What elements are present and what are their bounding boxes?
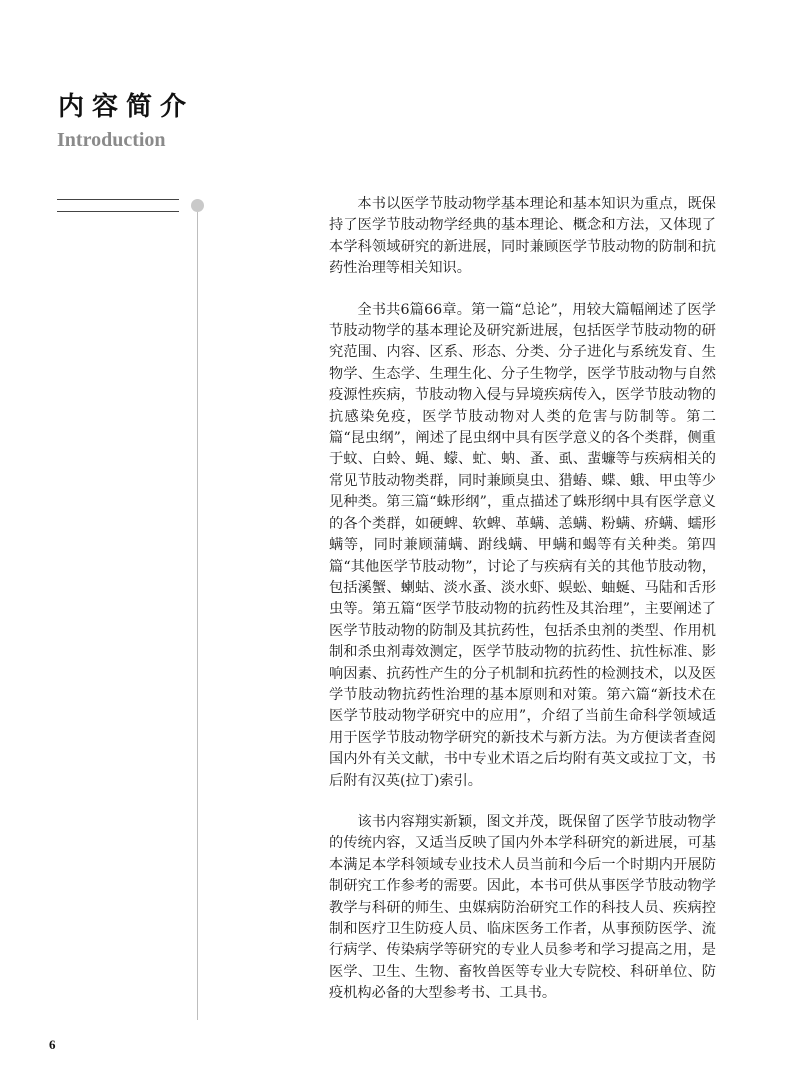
page-number: 6 xyxy=(49,1037,56,1052)
section-title-cn: 内容简介 xyxy=(58,92,195,122)
intro-paragraph-1: 本书以医学节肢动物学基本理论和基本知识为重点，既保持了医学节肢动物学经典的基本理论、概念和方法，又体现了本学科领域研究的新进展，同时兼顾医学节肢动物的防制和抗药性治理等相关知识。 xyxy=(329,196,716,277)
intro-body xyxy=(329,194,716,1025)
decorative-vertical-line xyxy=(197,212,198,1020)
section-title-en: Introduction xyxy=(57,129,166,151)
decorative-rule-bottom xyxy=(57,211,179,212)
intro-paragraph-2: 全书共6篇66章。第一篇“总论”，用较大篇幅阐述了医学节肢动物学的基本理论及研究新进展，包括医学节肢动物的研究范围、内容、区系、形态、分类、分子进化与系统发育、生物学、生态学、生理生化、分子生物学，医学节肢动物与自然疫源性疾病，节肢动物入侵与异境疾病传入，医学节肢动物的抗感染免疫，医学节肢动物对人类的危害与防制等。第二篇“昆虫纲”，阐述了昆虫纲中具有医学意义的各个类群，侧重于蚊、白蛉、蝇、蠓、虻、蚋、蚤、虱、蜚蠊等与疾病相关的常见节肢动物类群，同时兼顾臭虫、猎蝽、蝶、蛾、甲虫等少见种类。第三篇“蛛形纲”，重点描述了蛛形纲中具有医学意义的各个类群，如硬蜱、软蜱、革螨、恙螨、粉螨、疥螨、蠕形螨等，同时兼顾蒲螨、跗线螨、甲螨和蝎等有关种类。第四篇“其他医学节肢动物”，讨论了与疾病有关的其他节肢动物，包括溪蟹、蝲蛄、淡水蚤、淡水虾、蜈蚣、蚰蜒、马陆和舌形虫等。第五篇“医学节肢动物的抗药性及其治理”，主要阐述了医学节肢动物的防制及其抗药性，包括杀虫剂的类型、作用机制和杀虫剂毒效测定，医学节肢动物的抗药性、抗性标准、影响因素、抗药性产生的分子机制和抗药性的检测技术，以及医学节肢动物抗药性治理的基本原则和对策。第六篇“新技术在医学节肢动物学研究中的应用”，介绍了当前生命科学领域适用于医学节肢动物学研究的新技术与新方法。为方便读者查阅国内外有关文献，书中专业术语之后均附有英文或拉丁文，书后附有汉英(拉丁)索引。 xyxy=(329,301,716,789)
intro-paragraph-3: 该书内容翔实新颖，图文并茂，既保留了医学节肢动物学的传统内容，又适当反映了国内外本学科研究的新进展，可基本满足本学科领域专业技术人员当前和今后一个时期内开展防制研究工作参考的需要。因此，本书可供从事医学节肢动物学教学与科研的师生、虫媒病防治研究工作的科技人员、疾病控制和医疗卫生防疫人员、临床医务工作者，从事预防医学、流行病学、传染病学等研究的专业人员参考和学习提高之用，是医学、卫生、生物、畜牧兽医等专业大专院校、科研单位、防疫机构必备的大型参考书、工具书。 xyxy=(329,813,716,1002)
decorative-dot xyxy=(191,199,204,212)
decorative-rule-top xyxy=(57,199,179,200)
